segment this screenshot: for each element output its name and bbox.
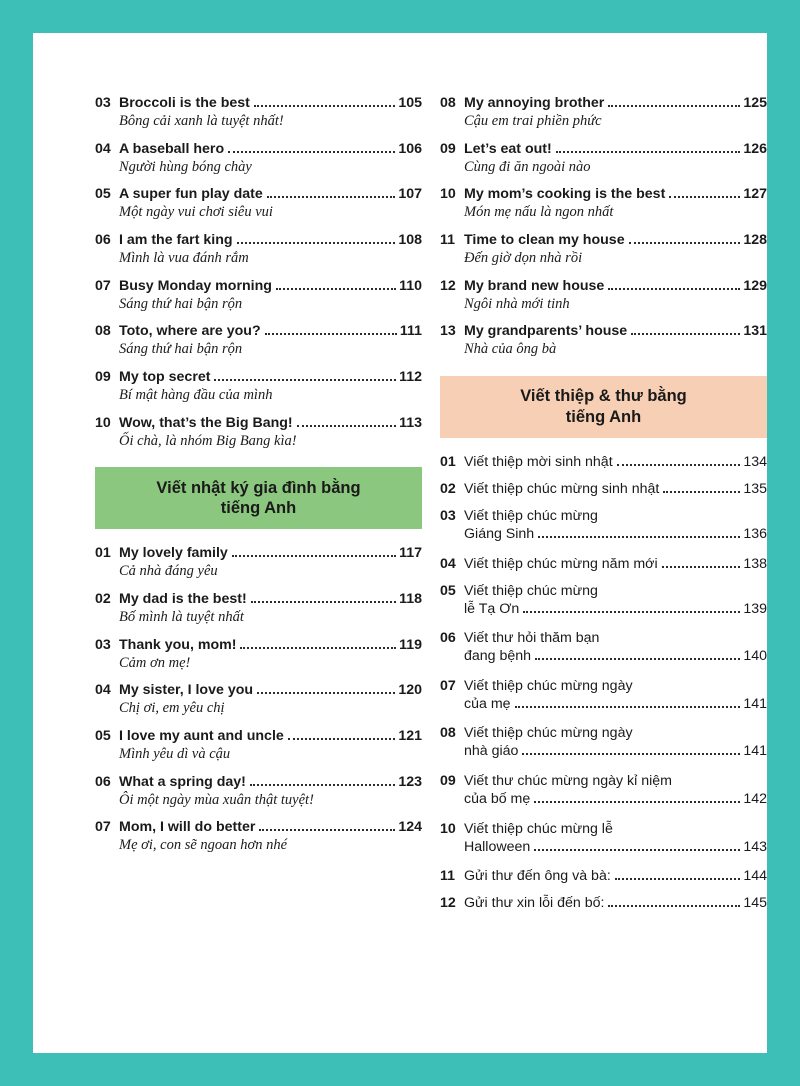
entry-number: 04 <box>95 140 111 157</box>
toc-entry-line <box>95 232 422 248</box>
toc-entry-line <box>95 637 422 653</box>
toc-entry-line-cont <box>464 789 767 810</box>
entry-subtitle: Cả nhà đáng yêu <box>119 563 218 580</box>
toc-entry-line <box>440 821 767 837</box>
toc-entry-line <box>95 415 422 431</box>
entry-page: 121 <box>398 728 422 745</box>
entry-title-cont: của mẹ <box>464 695 511 712</box>
entry-title-cont: nhà giáo <box>464 743 519 760</box>
leader-dots <box>631 333 740 335</box>
toc-entry[interactable] <box>95 141 422 176</box>
entry-number: 06 <box>95 773 111 790</box>
entry-title: Gửi thư đến ông và bà: <box>464 868 611 885</box>
toc-entry[interactable] <box>95 186 422 221</box>
leader-dots <box>251 601 396 603</box>
leader-dots <box>608 288 740 290</box>
leader-dots <box>534 801 740 803</box>
toc-entry[interactable] <box>95 369 422 404</box>
entry-page: 131 <box>743 323 767 340</box>
entry-number: 07 <box>95 819 111 836</box>
entry-number: 08 <box>440 95 456 111</box>
leader-dots <box>288 738 396 740</box>
toc-entry-line <box>440 773 767 789</box>
entry-page: 117 <box>399 545 422 562</box>
toc-entry-line <box>440 895 767 911</box>
entry-page: 127 <box>743 186 767 203</box>
toc-entry[interactable] <box>440 141 767 176</box>
right-column <box>440 95 767 1053</box>
entry-page: 142 <box>743 791 767 807</box>
entry-title: Viết thư chúc mừng ngày kỉ niệm <box>464 773 672 789</box>
entry-title-cont: lễ Tạ Ơn <box>464 600 520 617</box>
entry-number: 06 <box>95 232 111 249</box>
entry-page: 135 <box>743 481 767 498</box>
leader-dots <box>535 658 740 660</box>
toc-entry-line-cont <box>464 741 767 762</box>
entry-subtitle: Bố mình là tuyệt nhất <box>119 609 244 626</box>
entry-subtitle: Cậu em trai phiền phức <box>464 113 602 129</box>
entry-number: 03 <box>95 95 111 111</box>
entry-page: 105 <box>398 95 422 111</box>
entry-page: 129 <box>743 277 767 294</box>
leader-dots <box>257 692 395 694</box>
toc-entry[interactable] <box>95 728 422 763</box>
left-column <box>95 95 422 1053</box>
entry-title: Busy Monday morning <box>119 277 272 294</box>
entry-page: 143 <box>743 838 767 855</box>
entry-page: 113 <box>399 414 422 431</box>
leader-dots <box>237 242 396 244</box>
entry-title: My sister, I love you <box>119 682 254 699</box>
banner-line1: Viết thiệp & thư bằng <box>520 387 687 406</box>
toc-entry-line <box>440 725 767 741</box>
toc-entry[interactable] <box>95 95 422 130</box>
toc-entry[interactable] <box>440 821 767 858</box>
leader-dots <box>538 536 740 538</box>
entry-subtitle: Món mẹ nấu là ngon nhất <box>464 204 614 221</box>
toc-entry-line <box>95 369 422 385</box>
banner-line1: Viết nhật ký gia đình bằng <box>156 478 361 497</box>
entry-number: 11 <box>440 232 455 249</box>
entry-title: My mom’s cooking is the best <box>464 186 666 203</box>
toc-entry-line-cont <box>464 837 767 858</box>
leader-dots <box>663 491 740 493</box>
entry-subtitle: Nhà của ông bà <box>464 341 557 358</box>
entry-subtitle: Ôi một ngày mùa xuân thật tuyệt! <box>119 791 314 808</box>
toc-entry-line <box>440 232 767 248</box>
toc-entry-line <box>95 728 422 744</box>
entry-title: Time to clean my house <box>464 232 625 249</box>
toc-entry[interactable] <box>95 819 422 854</box>
entry-page: 108 <box>398 232 422 249</box>
entry-page: 118 <box>399 591 422 608</box>
entry-subtitle: Cùng đi ăn ngoài nào <box>464 158 591 175</box>
leader-dots <box>265 333 397 335</box>
leader-dots <box>267 196 396 198</box>
entry-page: 124 <box>398 819 422 836</box>
entry-title: My dad is the best! <box>119 591 247 608</box>
entry-page: 106 <box>398 140 422 157</box>
entry-page: 125 <box>743 95 767 111</box>
leader-dots <box>556 151 741 153</box>
toc-entry[interactable] <box>440 481 767 497</box>
entry-number: 08 <box>95 323 111 340</box>
entry-number: 08 <box>440 725 456 742</box>
entry-title: Viết thiệp chúc mừng sinh nhật <box>464 481 660 498</box>
toc-entry[interactable] <box>440 186 767 221</box>
leader-dots <box>608 105 740 107</box>
entry-number: 13 <box>440 323 456 340</box>
leader-dots <box>214 379 396 381</box>
toc-entry[interactable] <box>95 591 422 626</box>
entry-subtitle: Ngôi nhà mới tinh <box>464 295 570 312</box>
toc-entry-line <box>440 508 767 524</box>
entry-title: Viết thiệp mời sinh nhật <box>464 454 613 471</box>
toc-entry-line <box>440 323 767 339</box>
toc-entry[interactable] <box>440 278 767 313</box>
toc-entry[interactable] <box>440 773 767 810</box>
entry-number: 04 <box>440 555 456 572</box>
leader-dots <box>515 706 741 708</box>
entry-page: 139 <box>743 600 767 617</box>
entry-subtitle: Mình yêu dì và cậu <box>119 746 231 763</box>
leader-dots <box>617 464 741 466</box>
leader-dots <box>228 151 395 153</box>
entry-title: What a spring day! <box>119 773 246 790</box>
entry-subtitle: Một ngày vui chơi siêu vui <box>119 204 273 221</box>
entry-number: 11 <box>440 868 455 885</box>
leader-dots <box>276 288 396 290</box>
toc-entry-line <box>95 591 422 607</box>
entry-title: My top secret <box>119 369 211 386</box>
leader-dots <box>240 647 396 649</box>
entry-page: 119 <box>399 636 422 653</box>
entry-page: 134 <box>743 454 767 471</box>
toc-entry-line <box>440 556 767 572</box>
entry-page: 136 <box>743 526 767 543</box>
leader-dots <box>297 425 396 427</box>
toc-entry-line <box>95 95 422 111</box>
entry-number: 01 <box>95 545 111 562</box>
entry-title: Broccoli is the best <box>119 95 250 111</box>
entry-page: 141 <box>743 695 767 712</box>
entry-title-cont: của bố mẹ <box>464 791 531 807</box>
entry-page: 128 <box>743 232 767 249</box>
leader-dots <box>254 105 395 107</box>
entry-title-cont: đang bệnh <box>464 648 532 665</box>
section-banner-cards-letters <box>440 376 767 438</box>
entry-number: 09 <box>440 773 456 789</box>
entry-number: 05 <box>95 186 111 203</box>
entry-title: Let’s eat out! <box>464 140 552 157</box>
toc-entry[interactable] <box>440 583 767 620</box>
entry-title: Viết thiệp chúc mừng <box>464 582 598 599</box>
entry-number: 05 <box>95 728 111 745</box>
toc-entry[interactable] <box>95 774 422 809</box>
toc-entry[interactable] <box>440 232 767 267</box>
banner-line2: tiếng Anh <box>220 499 297 518</box>
entry-number: 03 <box>95 636 111 653</box>
toc-entry[interactable] <box>440 508 767 545</box>
leader-dots <box>629 242 741 244</box>
entry-page: 126 <box>743 140 767 157</box>
toc-entry-line <box>440 454 767 470</box>
entry-number: 06 <box>440 630 456 647</box>
toc-entry[interactable] <box>95 415 422 450</box>
entry-title: Gửi thư xin lỗi đến bố: <box>464 895 605 912</box>
entry-subtitle: Chị ơi, em yêu chị <box>119 700 225 717</box>
toc-entry[interactable] <box>95 545 422 580</box>
toc-entry-line <box>440 868 767 884</box>
entry-subtitle: Người hùng bóng chày <box>119 158 252 175</box>
toc-entry-line-cont <box>464 694 767 715</box>
entry-page: 111 <box>399 323 422 340</box>
leader-dots <box>232 555 396 557</box>
toc-entry[interactable] <box>95 278 422 313</box>
toc-entry[interactable] <box>95 637 422 672</box>
entry-page: 138 <box>743 555 767 572</box>
entry-title: Viết thư hỏi thăm bạn <box>464 630 600 647</box>
entry-title: My brand new house <box>464 277 605 294</box>
entry-title: My lovely family <box>119 545 228 562</box>
toc-entry[interactable] <box>440 725 767 762</box>
toc-entry-line <box>440 630 767 646</box>
entry-title: I love my aunt and uncle <box>119 728 284 745</box>
entry-title-cont: Giáng Sinh <box>464 526 535 543</box>
entry-number: 02 <box>440 481 456 498</box>
toc-entry-line <box>440 583 767 599</box>
entry-title: A super fun play date <box>119 186 263 203</box>
toc-entry-line <box>95 323 422 339</box>
entry-title: Toto, where are you? <box>119 323 261 340</box>
toc-entry[interactable] <box>440 630 767 667</box>
entry-number: 09 <box>440 140 456 157</box>
toc-entry-line <box>440 186 767 202</box>
toc-entry-line <box>95 278 422 294</box>
toc-entry[interactable] <box>440 95 767 130</box>
toc-entry[interactable] <box>440 868 767 884</box>
entry-subtitle: Bông cải xanh là tuyệt nhất! <box>119 113 284 129</box>
toc-entry-line <box>440 678 767 694</box>
toc-entry[interactable] <box>95 232 422 267</box>
entry-subtitle: Đến giờ dọn nhà rồi <box>464 250 583 267</box>
entry-title-cont: Halloween <box>464 838 531 855</box>
entry-page: 141 <box>743 743 767 760</box>
entry-subtitle: Bí mật hàng đầu của mình <box>119 387 273 404</box>
entry-number: 02 <box>95 591 111 608</box>
entry-page: 120 <box>398 682 422 699</box>
entry-title: Wow, that’s the Big Bang! <box>119 414 293 431</box>
entry-page: 144 <box>743 868 767 885</box>
toc-entry-line <box>440 95 767 111</box>
entry-title: Thank you, mom! <box>119 636 237 653</box>
leader-dots <box>615 878 741 880</box>
entry-title: Viết thiệp chúc mừng ngày <box>464 677 633 694</box>
toc-entry-line-cont <box>464 599 767 620</box>
entry-number: 04 <box>95 682 111 699</box>
toc-entry-line <box>95 545 422 561</box>
leader-dots <box>608 905 740 907</box>
banner-text <box>440 376 767 438</box>
entry-title: My grandparents’ house <box>464 323 628 340</box>
entry-title: I am the fart king <box>119 232 233 249</box>
toc-entry[interactable] <box>95 682 422 717</box>
leader-dots <box>522 753 740 755</box>
entry-title: Viết thiệp chúc mừng <box>464 508 598 525</box>
toc-entry-line <box>95 819 422 835</box>
entry-title: Mom, I will do better <box>119 819 256 836</box>
entry-subtitle: Mẹ ơi, con sẽ ngoan hơn nhé <box>119 837 288 854</box>
entry-subtitle: Cảm ơn mẹ! <box>119 654 191 671</box>
toc-entry[interactable] <box>440 323 767 358</box>
toc-entry-line <box>95 186 422 202</box>
entry-subtitle: Mình là vua đánh rắm <box>119 250 249 267</box>
leader-dots <box>662 566 741 568</box>
toc-entry-line <box>440 481 767 497</box>
leader-dots <box>669 196 740 198</box>
entry-number: 10 <box>95 414 111 431</box>
section-banner-family-diary <box>95 467 422 529</box>
toc-entry[interactable] <box>440 454 767 470</box>
entry-title: A baseball hero <box>119 140 225 157</box>
entry-number: 01 <box>440 454 456 471</box>
entry-number: 10 <box>440 186 456 203</box>
leader-dots <box>534 849 740 851</box>
toc-entry-line <box>440 141 767 157</box>
entry-number: 03 <box>440 508 456 525</box>
entry-page: 140 <box>743 648 767 665</box>
toc-entry-line <box>95 774 422 790</box>
entry-page: 107 <box>398 186 422 203</box>
leader-dots <box>259 829 395 831</box>
entry-title: Viết thiệp chúc mừng lễ <box>464 820 613 837</box>
entry-number: 09 <box>95 369 111 386</box>
entry-page: 123 <box>398 773 422 790</box>
entry-title: Viết thiệp chúc mừng ngày <box>464 725 633 742</box>
entry-page: 112 <box>399 369 422 386</box>
toc-entry[interactable] <box>440 556 767 572</box>
entry-number: 05 <box>440 582 456 599</box>
entry-number: 12 <box>440 895 456 912</box>
toc-entry-line-cont <box>464 646 767 667</box>
toc-entry[interactable] <box>95 323 422 358</box>
toc-entry-line <box>95 141 422 157</box>
banner-line2: tiếng Anh <box>565 408 642 427</box>
entry-number: 07 <box>440 677 456 694</box>
entry-title: Viết thiệp chúc mừng năm mới <box>464 555 658 572</box>
toc-entry-line <box>440 278 767 294</box>
entry-subtitle: Sáng thứ hai bận rộn <box>119 295 243 312</box>
entry-number: 07 <box>95 277 111 294</box>
toc-entry[interactable] <box>440 895 767 911</box>
leader-dots <box>250 784 395 786</box>
entry-page: 145 <box>743 895 767 912</box>
toc-columns <box>33 33 767 1053</box>
leader-dots <box>523 611 740 613</box>
page-sheet <box>33 33 767 1053</box>
entry-number: 12 <box>440 277 456 294</box>
banner-text <box>95 467 422 529</box>
toc-entry-line <box>95 682 422 698</box>
toc-entry[interactable] <box>440 678 767 715</box>
entry-title: My annoying brother <box>464 95 605 111</box>
entry-page: 110 <box>399 277 422 294</box>
toc-entry-line-cont <box>464 524 767 545</box>
entry-subtitle: Sáng thứ hai bận rộn <box>119 341 243 358</box>
entry-number: 10 <box>440 820 456 837</box>
entry-subtitle: Ối chà, là nhóm Big Bang kìa! <box>119 432 297 449</box>
